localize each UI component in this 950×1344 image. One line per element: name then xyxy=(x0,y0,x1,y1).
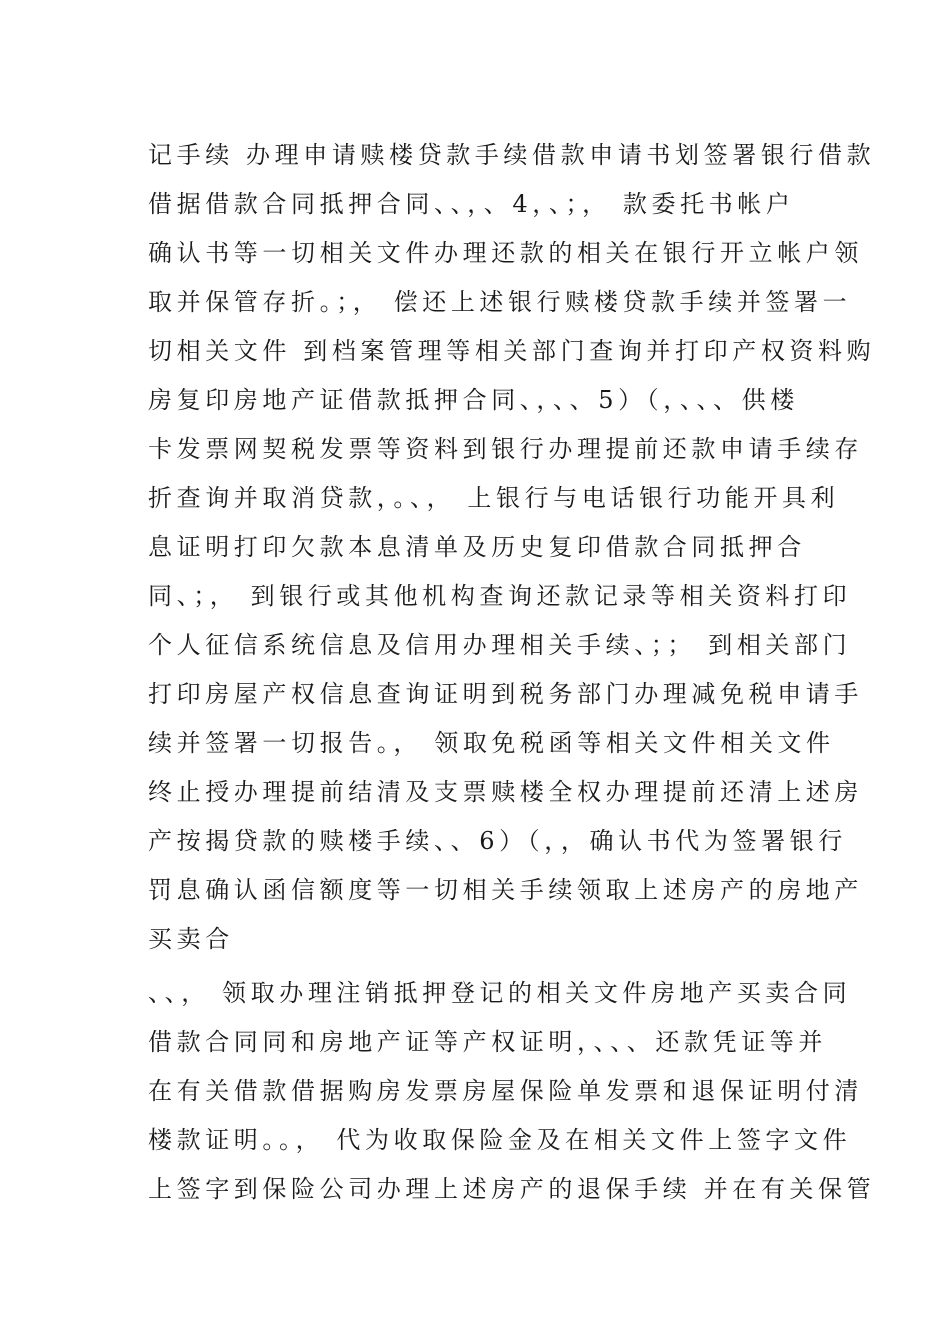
text-line: 借款合同同和房地产证等产权证明，、、、还款凭证等并 xyxy=(148,1028,827,1056)
text-line: 息证明打印欠款本息清单及历史复印借款合同抵押合 xyxy=(148,533,806,561)
text-line: 罚息确认函信额度等一切相关手续领取上述房产的房地产 xyxy=(148,876,863,904)
text-line: 切相关文件 到档案管理等相关部门查询并打印产权资料购 xyxy=(148,337,876,365)
text-line: 个人征信系统信息及信用办理相关手续、；； 到相关部门 xyxy=(148,631,852,659)
text-line: 房复印房地产证借款抵押合同、，、、5）（，、、、供楼 xyxy=(148,386,799,414)
text-line: 打印房屋产权信息查询证明到税务部门办理减免税申请手 xyxy=(148,680,863,708)
paragraph-2 xyxy=(148,972,876,1217)
text-line: 借据借款合同抵押合同、、，、4，、；， 款委托书帐户 xyxy=(148,190,795,218)
text-line: 终止授办理提前结清及支票赎楼全权办理提前还清上述房 xyxy=(148,778,863,806)
text-line: 同、；， 到银行或其他机构查询还款记录等相关资料打印 xyxy=(148,582,852,610)
text-line: 确认书等一切相关文件办理还款的相关在银行开立帐户领 xyxy=(148,239,863,267)
text-line: 折查询并取消贷款，。、， 上银行与电话银行功能开具利 xyxy=(148,484,840,512)
text-line: 在有关借款借据购房发票房屋保险单发票和退保证明付清 xyxy=(148,1077,863,1105)
text-line: 楼款证明。。， 代为收取保险金及在相关文件上签字文件 xyxy=(148,1126,852,1154)
text-line: 上签字到保险公司办理上述房产的退保手续 并在有关保管 xyxy=(148,1175,876,1203)
text-line: 卡发票网契税发票等资料到银行办理提前还款申请手续存 xyxy=(148,435,863,463)
text-line: 买卖合 xyxy=(148,925,234,953)
text-line: 取并保管存折。；， 偿还上述银行赎楼贷款手续并签署一 xyxy=(148,288,852,316)
text-line: 产按揭贷款的赎楼手续、、6）（，，确认书代为签署银行 xyxy=(148,827,847,855)
paragraph-1 xyxy=(148,134,876,968)
text-line: 记手续 办理申请赎楼贷款手续借款申请书划签署银行借款 xyxy=(148,141,876,169)
document-body xyxy=(148,134,876,1217)
text-line: 、、， 领取办理注销抵押登记的相关文件房地产买卖合同 xyxy=(148,979,852,1007)
text-line: 续并签署一切报告。， 领取免税函等相关文件相关文件 xyxy=(148,729,835,757)
